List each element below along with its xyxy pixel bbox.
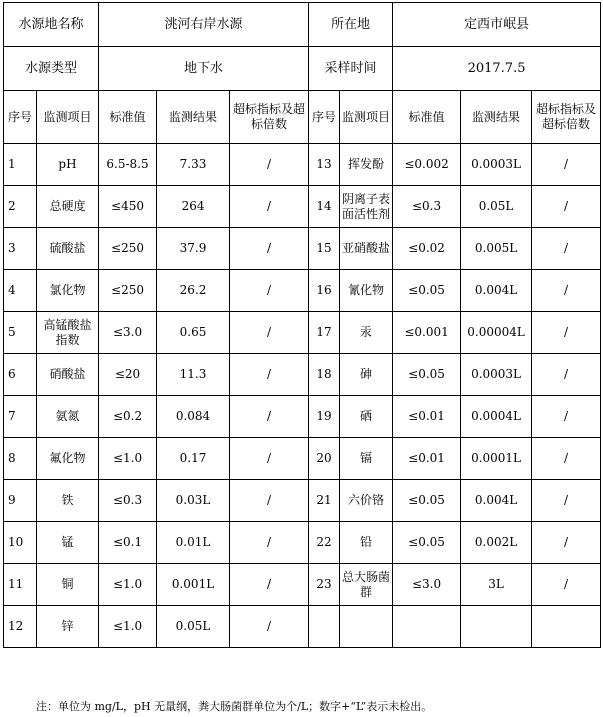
- sampling-time-label: 采样时间: [309, 47, 393, 91]
- left-exceed-cell: /: [230, 312, 309, 354]
- right-standard-cell: ≤0.01: [393, 396, 461, 438]
- left-exceed-cell: /: [230, 522, 309, 564]
- right-item-cell: 总大肠菌群: [340, 564, 393, 606]
- left-item-cell: 硫酸盐: [37, 228, 99, 270]
- right-item-cell: 砷: [340, 354, 393, 396]
- table-row: [4, 228, 601, 270]
- left-result-cell: 0.17: [157, 438, 230, 480]
- right-seq-cell: 18: [309, 354, 340, 396]
- right-result-cell: 0.0004L: [461, 396, 532, 438]
- left-exceed-cell: /: [230, 438, 309, 480]
- right-standard-cell: ≤0.01: [393, 438, 461, 480]
- table-row: [4, 354, 601, 396]
- left-item-cell: 氨氮: [37, 396, 99, 438]
- left-item-cell: pH: [37, 144, 99, 186]
- source-name-value: 洮河右岸水源: [99, 3, 309, 47]
- col-standard-2: 标准值: [393, 91, 461, 144]
- location-label: 所在地: [309, 3, 393, 47]
- water-quality-table: [3, 2, 601, 648]
- right-standard-cell: ≤0.002: [393, 144, 461, 186]
- left-standard-cell: ≤1.0: [99, 606, 157, 648]
- left-seq-cell: 5: [4, 312, 37, 354]
- col-item: 监测项目: [37, 91, 99, 144]
- left-item-cell: 锰: [37, 522, 99, 564]
- left-item-cell: 高锰酸盐指数: [37, 312, 99, 354]
- right-standard-cell: ≤0.02: [393, 228, 461, 270]
- right-result-cell: 0.0003L: [461, 354, 532, 396]
- right-item-cell: 挥发酚: [340, 144, 393, 186]
- col-item-2: 监测项目: [340, 91, 393, 144]
- right-seq-cell: 22: [309, 522, 340, 564]
- right-seq-cell: 15: [309, 228, 340, 270]
- right-result-cell: 0.05L: [461, 186, 532, 228]
- right-result-cell: [461, 606, 532, 648]
- left-result-cell: 11.3: [157, 354, 230, 396]
- table-row: [4, 480, 601, 522]
- right-item-cell: 硒: [340, 396, 393, 438]
- left-result-cell: 264: [157, 186, 230, 228]
- left-exceed-cell: /: [230, 270, 309, 312]
- footnote: 注：单位为 mg/L，pH 无量纲，粪大肠菌群单位为个/L；数字+“L”表示未检出。: [36, 700, 433, 713]
- table-row: [4, 522, 601, 564]
- col-exceed: 超标指标及超标倍数: [230, 91, 309, 144]
- table-row: [4, 564, 601, 606]
- left-result-cell: 0.01L: [157, 522, 230, 564]
- left-item-cell: 氟化物: [37, 438, 99, 480]
- left-standard-cell: ≤1.0: [99, 564, 157, 606]
- left-seq-cell: 1: [4, 144, 37, 186]
- right-exceed-cell: /: [532, 438, 601, 480]
- left-item-cell: 铜: [37, 564, 99, 606]
- right-standard-cell: ≤0.001: [393, 312, 461, 354]
- left-seq-cell: 6: [4, 354, 37, 396]
- location-value: 定西市岷县: [393, 3, 601, 47]
- left-exceed-cell: /: [230, 144, 309, 186]
- right-standard-cell: ≤0.05: [393, 522, 461, 564]
- left-result-cell: 0.05L: [157, 606, 230, 648]
- right-exceed-cell: /: [532, 354, 601, 396]
- right-item-cell: 铅: [340, 522, 393, 564]
- right-standard-cell: ≤0.05: [393, 480, 461, 522]
- right-standard-cell: ≤3.0: [393, 564, 461, 606]
- left-seq-cell: 7: [4, 396, 37, 438]
- left-item-cell: 硝酸盐: [37, 354, 99, 396]
- right-exceed-cell: /: [532, 186, 601, 228]
- right-exceed-cell: [532, 606, 601, 648]
- right-item-cell: 阴离子表面活性剂: [340, 186, 393, 228]
- right-result-cell: 0.005L: [461, 228, 532, 270]
- left-seq-cell: 11: [4, 564, 37, 606]
- left-seq-cell: 3: [4, 228, 37, 270]
- right-seq-cell: 16: [309, 270, 340, 312]
- right-exceed-cell: /: [532, 312, 601, 354]
- left-seq-cell: 9: [4, 480, 37, 522]
- left-exceed-cell: /: [230, 228, 309, 270]
- col-seq: 序号: [4, 91, 37, 144]
- left-exceed-cell: /: [230, 480, 309, 522]
- left-item-cell: 铁: [37, 480, 99, 522]
- left-standard-cell: ≤450: [99, 186, 157, 228]
- left-item-cell: 总硬度: [37, 186, 99, 228]
- left-standard-cell: 6.5-8.5: [99, 144, 157, 186]
- left-result-cell: 0.03L: [157, 480, 230, 522]
- left-seq-cell: 2: [4, 186, 37, 228]
- right-seq-cell: 20: [309, 438, 340, 480]
- right-seq-cell: 17: [309, 312, 340, 354]
- left-seq-cell: 10: [4, 522, 37, 564]
- left-seq-cell: 12: [4, 606, 37, 648]
- right-standard-cell: ≤0.05: [393, 270, 461, 312]
- left-item-cell: 氯化物: [37, 270, 99, 312]
- left-exceed-cell: /: [230, 564, 309, 606]
- right-standard-cell: ≤0.05: [393, 354, 461, 396]
- source-type-label: 水源类型: [4, 47, 99, 91]
- col-exceed-2: 超标指标及超标倍数: [532, 91, 601, 144]
- left-standard-cell: ≤20: [99, 354, 157, 396]
- right-item-cell: 氰化物: [340, 270, 393, 312]
- left-seq-cell: 4: [4, 270, 37, 312]
- right-seq-cell: 14: [309, 186, 340, 228]
- right-result-cell: 3L: [461, 564, 532, 606]
- left-result-cell: 0.001L: [157, 564, 230, 606]
- col-result: 监测结果: [157, 91, 230, 144]
- right-item-cell: 亚硝酸盐: [340, 228, 393, 270]
- left-standard-cell: ≤0.1: [99, 522, 157, 564]
- source-name-label: 水源地名称: [4, 3, 99, 47]
- left-exceed-cell: /: [230, 186, 309, 228]
- column-header-row: [4, 91, 601, 144]
- right-result-cell: 0.004L: [461, 480, 532, 522]
- right-result-cell: 0.0001L: [461, 438, 532, 480]
- left-seq-cell: 8: [4, 438, 37, 480]
- table-row: [4, 438, 601, 480]
- right-exceed-cell: /: [532, 480, 601, 522]
- right-result-cell: 0.0003L: [461, 144, 532, 186]
- left-exceed-cell: /: [230, 354, 309, 396]
- right-seq-cell: 21: [309, 480, 340, 522]
- left-exceed-cell: /: [230, 396, 309, 438]
- right-result-cell: 0.002L: [461, 522, 532, 564]
- right-exceed-cell: /: [532, 564, 601, 606]
- left-result-cell: 0.65: [157, 312, 230, 354]
- left-result-cell: 7.33: [157, 144, 230, 186]
- source-type-value: 地下水: [99, 47, 309, 91]
- left-standard-cell: ≤250: [99, 228, 157, 270]
- table-row: [4, 144, 601, 186]
- header-row-2: [4, 47, 601, 91]
- right-seq-cell: 19: [309, 396, 340, 438]
- right-seq-cell: 23: [309, 564, 340, 606]
- table-row: [4, 396, 601, 438]
- left-item-cell: 锌: [37, 606, 99, 648]
- table-row: [4, 606, 601, 648]
- right-exceed-cell: /: [532, 228, 601, 270]
- table-row: [4, 186, 601, 228]
- right-item-cell: [340, 606, 393, 648]
- col-standard: 标准值: [99, 91, 157, 144]
- sampling-time-value: 2017.7.5: [393, 47, 601, 91]
- left-standard-cell: ≤250: [99, 270, 157, 312]
- right-seq-cell: [309, 606, 340, 648]
- right-result-cell: 0.00004L: [461, 312, 532, 354]
- right-exceed-cell: /: [532, 144, 601, 186]
- left-result-cell: 37.9: [157, 228, 230, 270]
- table-row: [4, 312, 601, 354]
- left-standard-cell: ≤1.0: [99, 438, 157, 480]
- left-standard-cell: ≤0.3: [99, 480, 157, 522]
- left-standard-cell: ≤3.0: [99, 312, 157, 354]
- col-result-2: 监测结果: [461, 91, 532, 144]
- left-result-cell: 0.084: [157, 396, 230, 438]
- header-row-1: [4, 3, 601, 47]
- right-seq-cell: 13: [309, 144, 340, 186]
- right-standard-cell: ≤0.3: [393, 186, 461, 228]
- right-result-cell: 0.004L: [461, 270, 532, 312]
- table-row: [4, 270, 601, 312]
- right-item-cell: 汞: [340, 312, 393, 354]
- right-exceed-cell: /: [532, 270, 601, 312]
- left-exceed-cell: /: [230, 606, 309, 648]
- left-result-cell: 26.2: [157, 270, 230, 312]
- right-exceed-cell: /: [532, 396, 601, 438]
- col-seq-2: 序号: [309, 91, 340, 144]
- right-item-cell: 镉: [340, 438, 393, 480]
- right-item-cell: 六价铬: [340, 480, 393, 522]
- right-standard-cell: [393, 606, 461, 648]
- left-standard-cell: ≤0.2: [99, 396, 157, 438]
- right-exceed-cell: /: [532, 522, 601, 564]
